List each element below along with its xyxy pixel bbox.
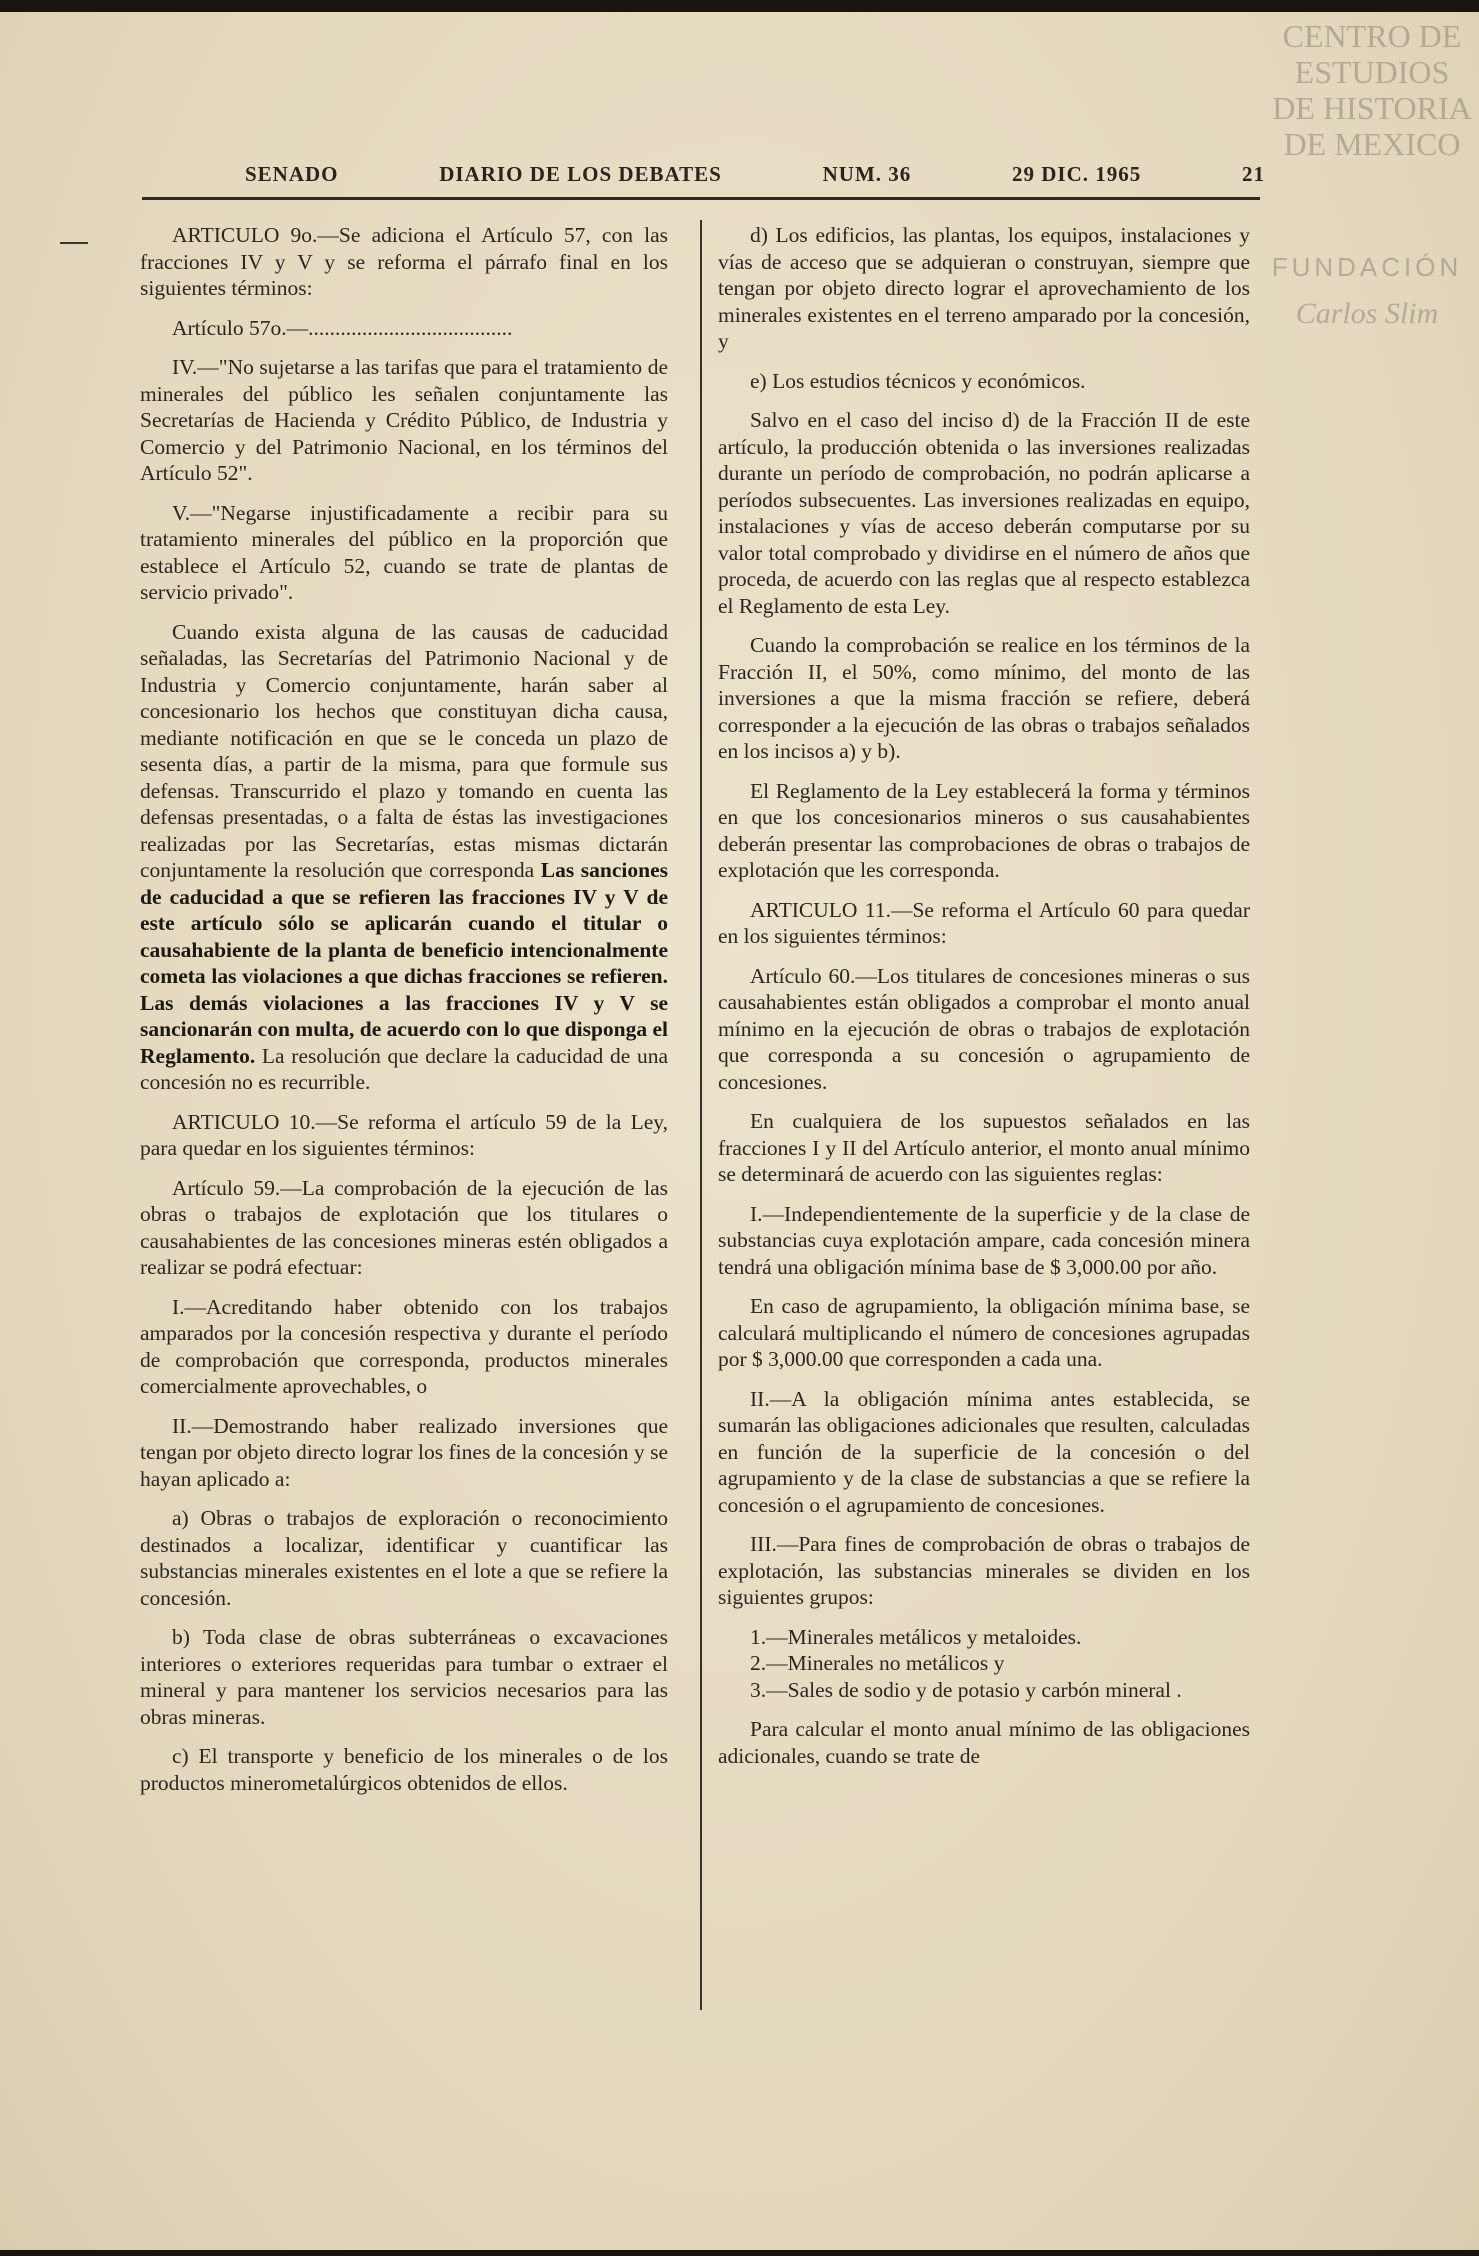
paragraph-text: Para calcular el monto anual mínimo de las obligaciones adicionales, cuando se trate de: [718, 1717, 1250, 1768]
paragraph: [718, 1677, 1250, 1704]
paragraph-text: Artículo 60.—Los titulares de concesiones mineras o sus causahabientes están obligados a comprobar el monto anual mínimo en la ejecución de obras o trabajos de explotación que corresponda a su concesión o agrupamiento de concesiones.: [718, 963, 1250, 1094]
watermark-line: CENTRO DE: [1282, 18, 1462, 54]
paragraph: [718, 1201, 1250, 1281]
paragraph: [718, 1108, 1250, 1188]
paragraph-text: I.—Acreditando haber obtenido con los trabajos amparados por la concesión respectiva y durante el período de comprobación que corresponda, productos minerales comercialmente aprovechables, o: [140, 1294, 668, 1398]
paragraph-text: b) Toda clase de obras subterráneas o excavaciones interiores o exteriores requeridas para tumbar o extraer el mineral y para mantener los servicios necesarios para las obras mineras.: [140, 1625, 668, 1729]
margin-mark: [60, 242, 88, 244]
paragraph: [718, 632, 1250, 765]
watermark-fundacion: FUNDACIÓN: [1271, 252, 1463, 282]
paragraph: [140, 315, 668, 342]
paragraph: [718, 778, 1250, 884]
paragraph-text: ARTICULO 10.—Se reforma el artículo 59 de la Ley, para quedar en los siguientes términos:: [140, 1109, 668, 1160]
paragraph-text: Salvo en el caso del inciso d) de la Fracción II de este artículo, la producción obtenida o las inversiones realizadas durante un período de comprobación, no podrán aplicarse a períodos subsecuentes. Las inversiones realizadas en equipo, instalaciones y vías de acceso deberán computarse por su valor total comprobado y dividirse en el número de años que proceda, de acuerdo con las reglas que al respecto establezca el Reglamento de esta Ley.: [718, 408, 1250, 618]
paragraph-bold-text: Las sanciones de caducidad a que se refieren las fracciones IV y V de este artículo sólo se aplicarán cuando el titular o causahabiente de la planta de beneficio intencionalmente cometa las violaciones a que dichas fracciones se refieren. Las demás violaciones a las fracciones IV y V se sancionarán con multa, de acuerdo con lo que disponga el Reglamento.: [140, 858, 668, 1068]
header-page-number: 21: [1242, 162, 1265, 186]
paragraph-text: Cuando exista alguna de las causas de caducidad señaladas, las Secretarías del Patrimonio Nacional y de Industria y Comercio conjuntamente, harán saber al concesionario los hechos que constituyan dicha causa, mediante notificación en que se le conceda un plazo de sesenta días, a partir de la misma, para que formule sus defensas. Transcurrido el plazo y tomando en cuenta las defensas presentadas, o a falta de éstas las investigaciones realizadas por las Secretarías, estas mismas dictarán conjuntamente la resolución que corresponda: [140, 619, 668, 882]
paragraph-text: Cuando la comprobación se realice en los términos de la Fracción II, el 50%, como mínimo, del monto de las inversiones a que la misma fracción se refiere, deberá corresponder a la ejecución de las obras o trabajos señalados en los incisos a) y b).: [718, 633, 1250, 763]
paragraph-text: II.—A la obligación mínima antes establecida, se sumarán las obligaciones adicionales que resulten, calculadas en función de la superficie de la concesión o del agrupamiento y de la clase de substancias a que se refiere la concesión o el agrupamiento de concesiones.: [718, 1386, 1250, 1517]
running-header: [245, 162, 1265, 187]
paragraph: [140, 1109, 668, 1162]
header-date: 29 DIC. 1965: [1012, 162, 1142, 186]
header-number: NUM. 36: [822, 162, 912, 186]
paragraph-text: Artículo 57o.—......................................: [172, 315, 513, 340]
paragraph-text: ARTICULO 11.—Se reforma el Artículo 60 para quedar en los siguientes términos:: [718, 897, 1250, 948]
paragraph: [140, 619, 668, 1096]
paragraph-text: 3.—Sales de sodio y de potasio y carbón mineral .: [750, 1677, 1182, 1702]
paragraph-text: ARTICULO 9o.—Se adiciona el Artículo 57, con las fracciones IV y V y se reforma el párrafo final en los siguientes términos:: [140, 223, 668, 300]
paragraph-text: I.—Independientemente de la superficie y de la clase de substancias cuya explotación ampare, cada concesión minera tendrá una obligación mínima base de $ 3,000.00 por año.: [718, 1201, 1250, 1279]
paragraph: [718, 407, 1250, 619]
paragraph-text: d) Los edificios, las plantas, los equipos, instalaciones y vías de acceso que se adquieran o construyan, siempre que tengan por objeto directo lograr el aprovechamiento de los minerales existentes en el terreno amparado por la concesión, y: [718, 223, 1250, 353]
header-rule: [142, 197, 1260, 200]
paragraph: [140, 1294, 668, 1400]
paragraph: [718, 1293, 1250, 1373]
watermark-line: ESTUDIOS: [1294, 54, 1450, 90]
watermark-centro-estudios: [1272, 18, 1472, 162]
paragraph-text: a) Obras o trabajos de exploración o reconocimiento destinados a localizar, identificar y cuantificar las substancias minerales existentes en el lote a que se refiere la concesión.: [140, 1506, 668, 1610]
watermark-signature: Carlos Slim: [1295, 297, 1439, 330]
paragraph: [718, 1624, 1250, 1651]
document-page: [0, 12, 1479, 2250]
paragraph: [140, 1413, 668, 1493]
paragraph: [718, 963, 1250, 1096]
paragraph: [140, 1175, 668, 1281]
paragraph-text: 1.—Minerales metálicos y metaloides.: [750, 1624, 1082, 1649]
right-column: [718, 222, 1250, 1782]
paragraph-text: El Reglamento de la Ley establecerá la forma y términos en que los concesionarios mineros o sus causahabientes deberán presentar las comprobaciones de obras o trabajos de explotación que les corresponda.: [718, 778, 1250, 882]
paragraph-text: IV.—"No sujetarse a las tarifas que para el tratamiento de minerales del público les señalen conjuntamente las Secretarías de Hacienda y Crédito Público, de Industria y Comercio y del Patrimonio Nacional, en los términos del Artículo 52".: [140, 355, 668, 485]
paragraph-text: c) El transporte y beneficio de los minerales o de los productos minerometalúrgicos obtenidos de ellos.: [140, 1744, 668, 1795]
header-chamber: SENADO: [245, 162, 339, 186]
paragraph-text: En caso de agrupamiento, la obligación mínima base, se calculará multiplicando el número de concesiones agrupadas por $ 3,000.00 que corresponden a cada una.: [718, 1294, 1250, 1371]
paragraph-text: II.—Demostrando haber realizado inversiones que tengan por objeto directo lograr los fines de la concesión y se hayan aplicado a:: [140, 1413, 668, 1491]
paragraph: [718, 368, 1250, 395]
paragraph: [140, 222, 668, 302]
column-divider: [700, 220, 702, 2010]
left-column: [140, 222, 668, 1809]
paragraph-text: En cualquiera de los supuestos señalados en las fracciones I y II del Artículo anterior, el monto anual mínimo se determinará de acuerdo con las siguientes reglas:: [718, 1109, 1250, 1186]
paragraph: [718, 1531, 1250, 1611]
paragraph: [140, 1505, 668, 1611]
paragraph-text: V.—"Negarse injustificadamente a recibir para su tratamiento minerales del público en la proporción que establece el Artículo 52, cuando se trate de plantas de servicio privado".: [140, 500, 668, 604]
paragraph: [140, 500, 668, 606]
watermark-line: DE HISTORIA: [1272, 90, 1472, 126]
paragraph: [140, 354, 668, 487]
paragraph: [140, 1624, 668, 1730]
paragraph: [140, 1743, 668, 1796]
paragraph-tail-text: La resolución que declare la caducidad de una concesión no es recurrible.: [140, 1043, 668, 1094]
paragraph-text: 2.—Minerales no metálicos y: [750, 1651, 1005, 1675]
paragraph-text: Artículo 59.—La comprobación de la ejecución de las obras o trabajos de explotación que los titulares o causahabientes de las concesiones mineras estén obligados a realizar se podrá efectuar:: [140, 1175, 668, 1279]
paragraph: [718, 1386, 1250, 1519]
paragraph: [718, 1716, 1250, 1769]
watermark-line: DE MEXICO: [1283, 126, 1461, 162]
paragraph-text: e) Los estudios técnicos y económicos.: [750, 368, 1086, 393]
paragraph: [718, 1650, 1250, 1677]
header-publication: DIARIO DE LOS DEBATES: [439, 162, 722, 186]
paragraph: [718, 222, 1250, 355]
paragraph-text: III.—Para fines de comprobación de obras o trabajos de explotación, las substancias minerales se dividen en los siguientes grupos:: [718, 1532, 1250, 1609]
paragraph: [718, 897, 1250, 950]
